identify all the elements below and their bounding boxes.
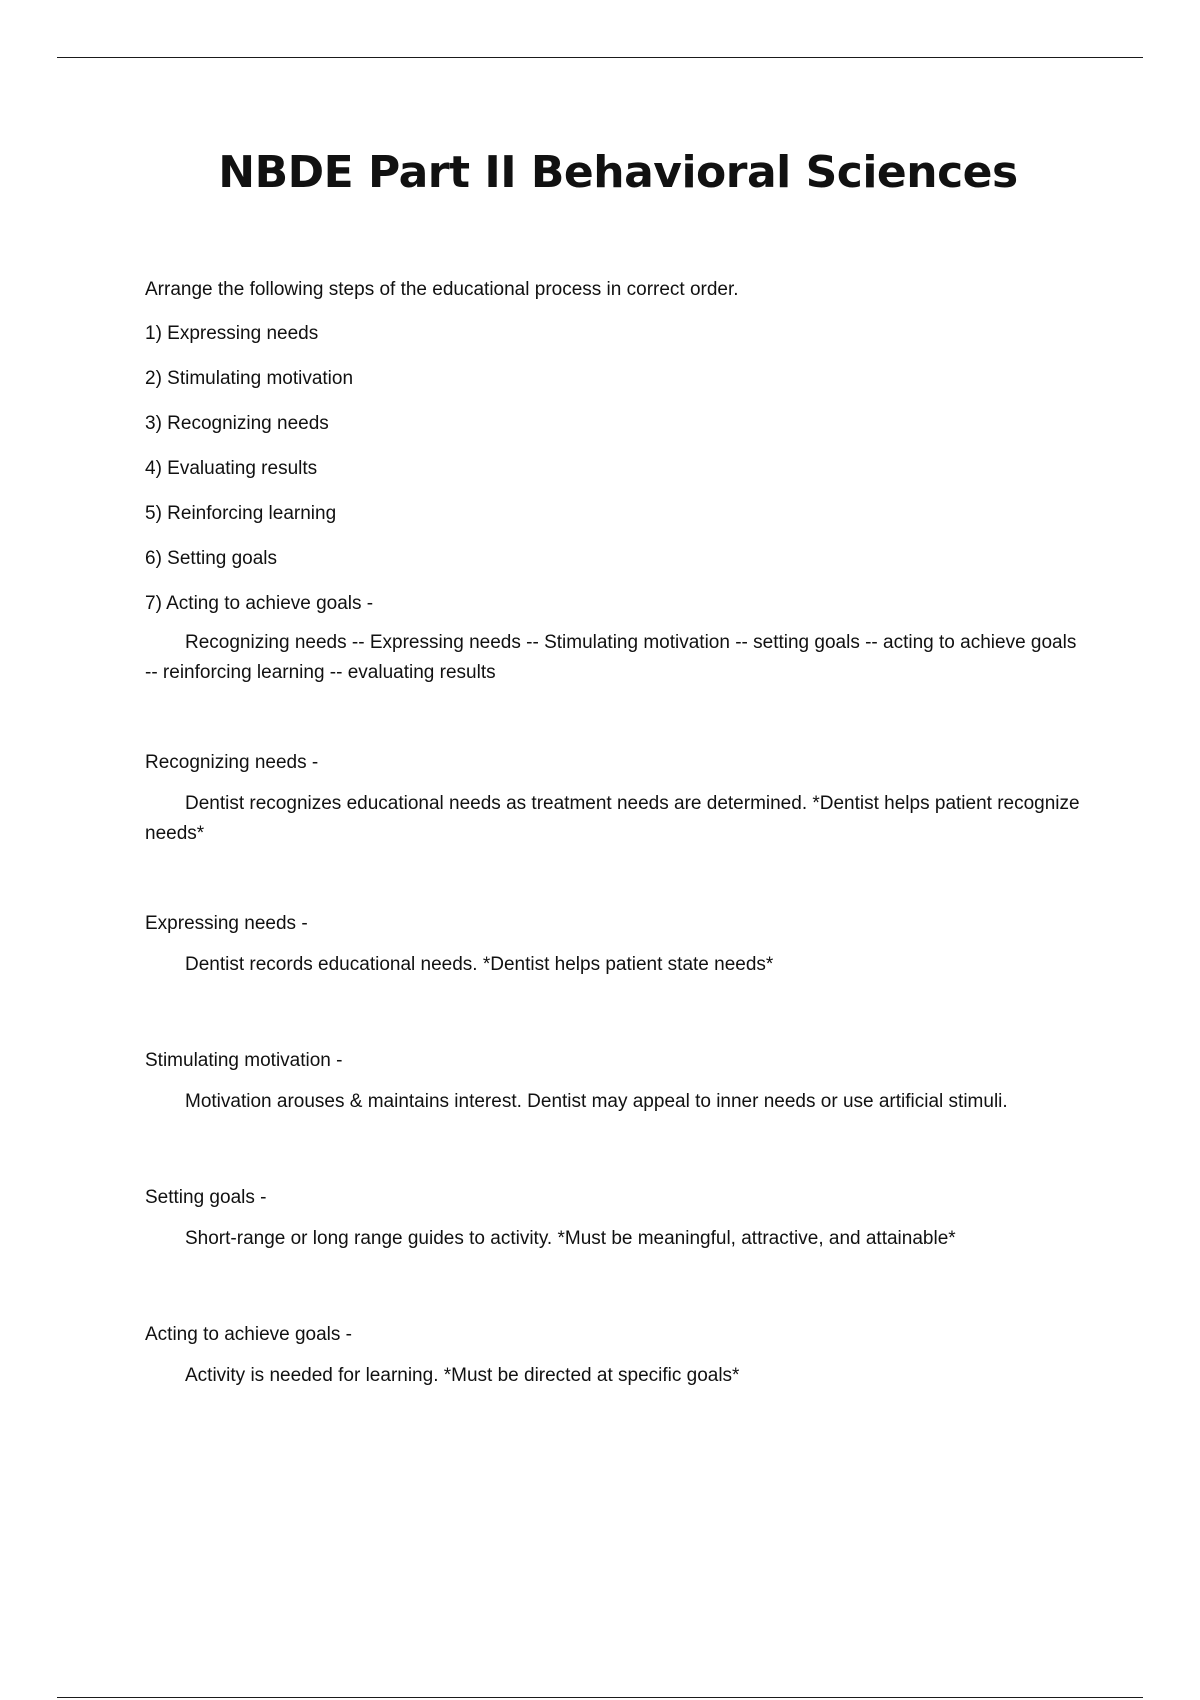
- option-item: 1) Expressing needs: [145, 323, 319, 344]
- bottom-rule: [57, 1697, 1143, 1698]
- card-term: Recognizing needs -: [145, 752, 319, 773]
- flashcard: [145, 1183, 1085, 1254]
- option-item: 5) Reinforcing learning: [145, 503, 337, 524]
- option-item: 4) Evaluating results: [145, 458, 318, 479]
- option-item: 7) Acting to achieve goals -: [145, 593, 374, 614]
- card-term: Acting to achieve goals -: [145, 1324, 353, 1345]
- card-term: Expressing needs -: [145, 913, 308, 934]
- flashcard: [145, 748, 1085, 849]
- card-term: Stimulating motivation -: [145, 1050, 343, 1071]
- option-item: 6) Setting goals: [145, 548, 278, 569]
- flashcard: [145, 1046, 1085, 1117]
- top-rule: [57, 57, 1143, 58]
- flashcard: [145, 909, 1085, 980]
- card-definition: Motivation arouses & maintains interest. Dentist may appeal to inner needs or use artificial stimuli.: [185, 1091, 1008, 1112]
- card-definition: Dentist recognizes educational needs as treatment needs are determined. *Dentist helps patient recognize needs*: [145, 793, 1080, 844]
- card-definition: Dentist records educational needs. *Dentist helps patient state needs*: [185, 954, 774, 975]
- card-definition: Activity is needed for learning. *Must be directed at specific goals*: [185, 1365, 740, 1386]
- option-item: 2) Stimulating motivation: [145, 368, 354, 389]
- question-card: [145, 275, 1085, 688]
- question-prompt: Arrange the following steps of the educational process in correct order.: [145, 279, 739, 300]
- flashcard: [145, 1320, 1085, 1391]
- option-item: 3) Recognizing needs: [145, 413, 329, 434]
- answer-text: Recognizing needs -- Expressing needs -- Stimulating motivation -- setting goals -- acting to achieve goals -- reinforcing learning -- evaluating results: [145, 632, 1077, 683]
- option-list: [145, 319, 1085, 619]
- page-title: NBDE Part II Behavioral Sciences: [218, 147, 1018, 198]
- card-definition: Short-range or long range guides to activity. *Must be meaningful, attractive, and attainable*: [185, 1228, 956, 1249]
- document-body: [145, 275, 1085, 1391]
- card-term: Setting goals -: [145, 1187, 267, 1208]
